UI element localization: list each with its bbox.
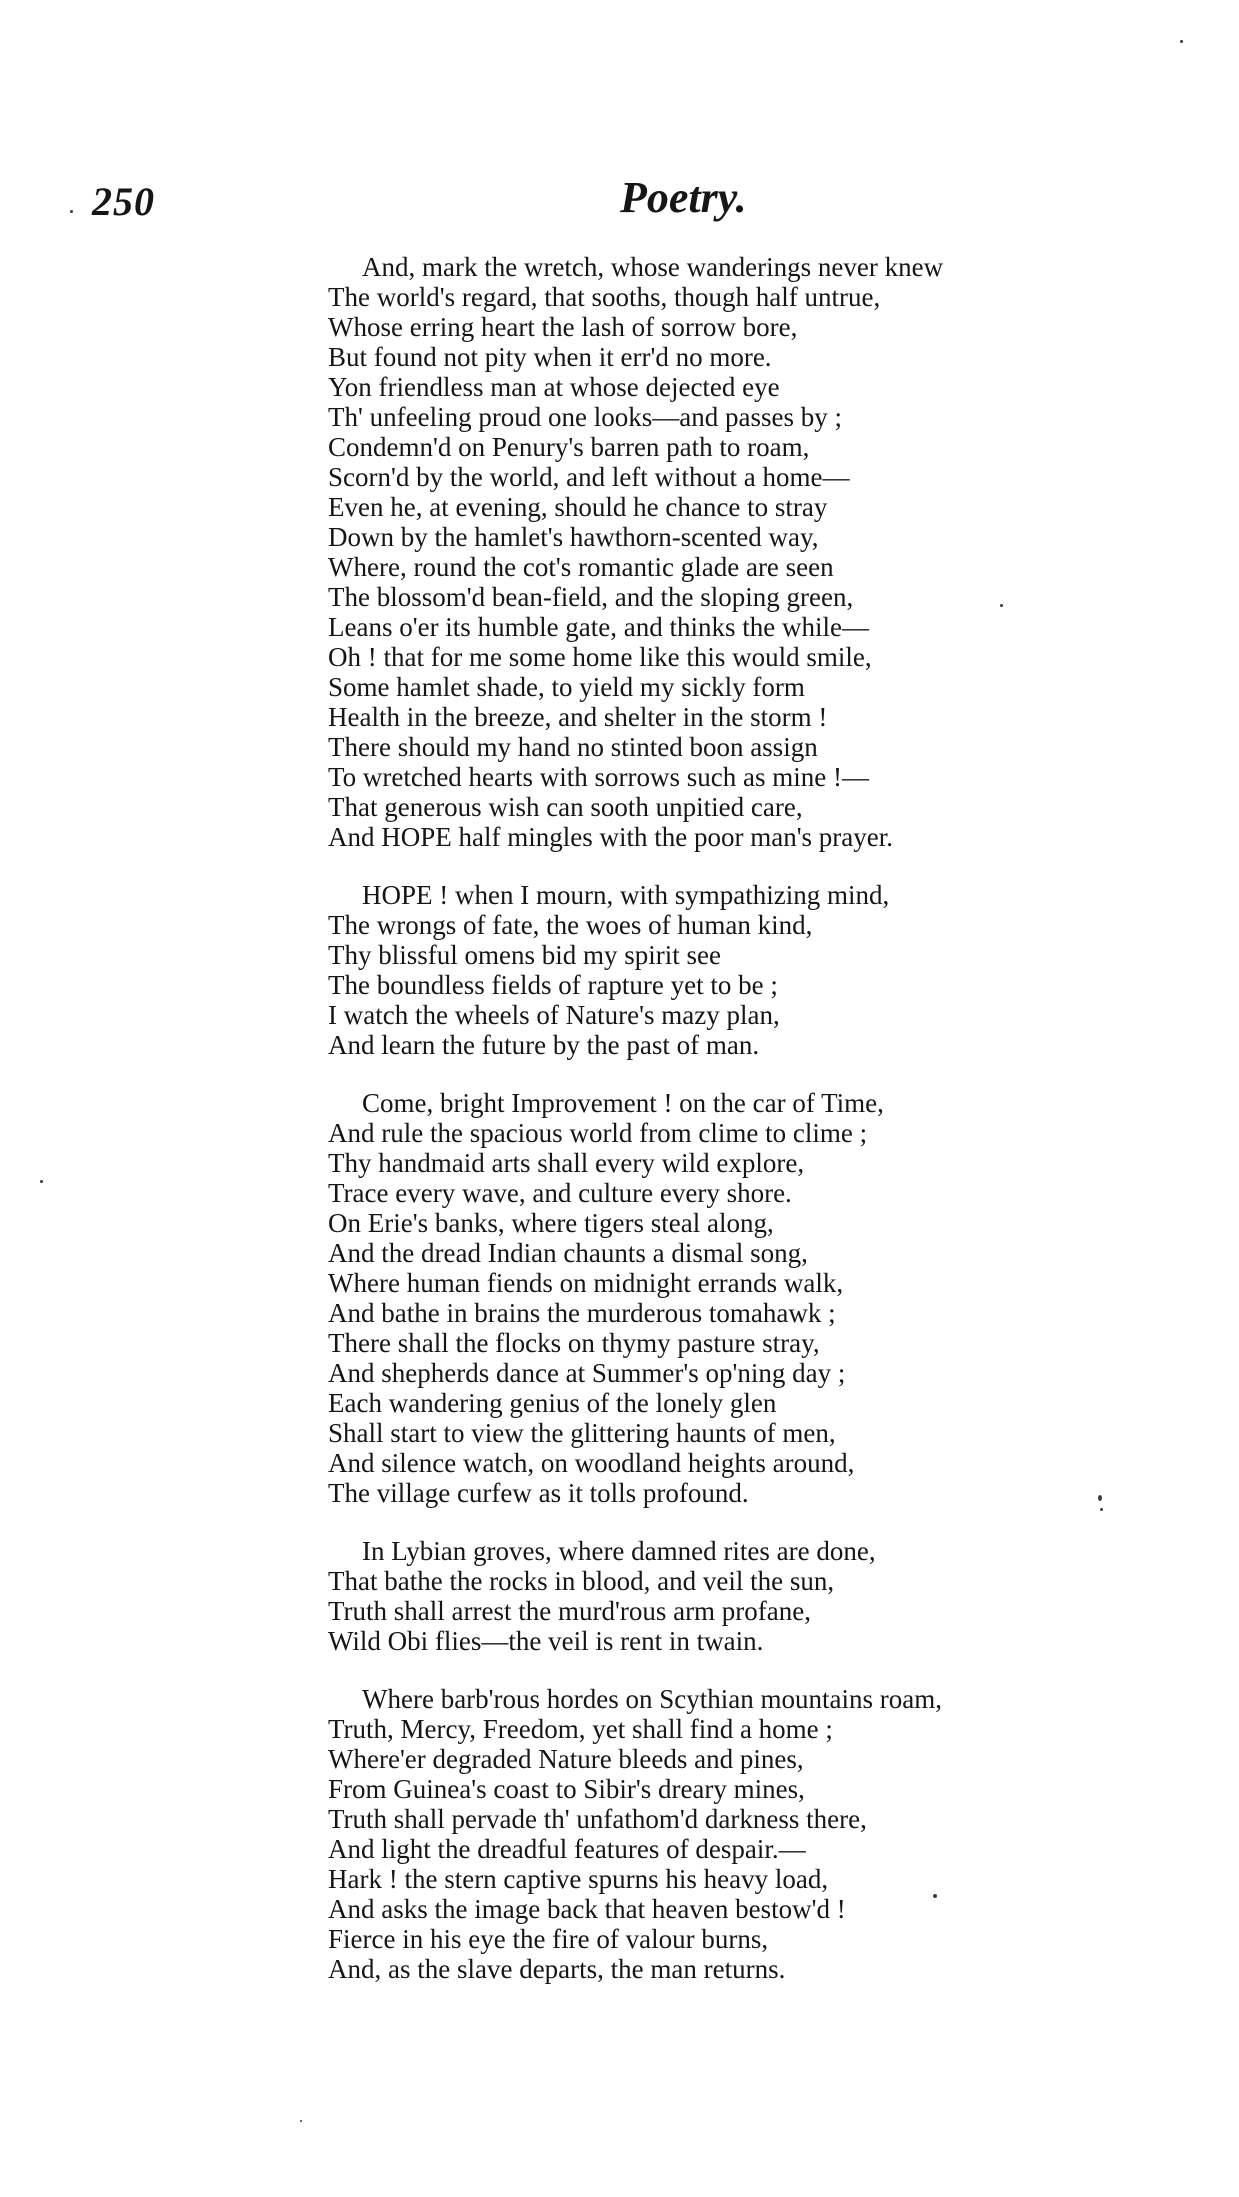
poem-line: And learn the future by the past of man. [328,1030,760,1060]
print-speck [1098,1495,1102,1501]
poem-line: And asks the image back that heaven bestow'd ! [328,1894,846,1924]
poem-line: Health in the breeze, and shelter in the storm ! [328,702,828,732]
poem-line: And HOPE half mingles with the poor man's prayer. [328,822,894,852]
poem-line: On Erie's banks, where tigers steal along, [328,1208,774,1238]
poem-line: Trace every wave, and culture every shore. [328,1178,792,1208]
poem-line: Where'er degraded Nature bleeds and pines, [328,1744,804,1774]
poem-line: Th' unfeeling proud one looks—and passes by ; [328,402,843,432]
poem-line: Leans o'er its humble gate, and thinks the while— [328,612,869,642]
running-title: Poetry. [620,173,747,222]
poem-line: The village curfew as it tolls profound. [328,1478,749,1508]
poem-line: Even he, at evening, should he chance to stray [328,492,828,522]
print-speck [1000,604,1003,607]
poem-line: Shall start to view the glittering haunts of men, [328,1418,836,1448]
poem-line: There should my hand no stinted boon assign [328,732,818,762]
poem-line: That bathe the rocks in blood, and veil the sun, [328,1566,835,1596]
poem-line: Each wandering genius of the lonely glen [328,1388,777,1418]
poem-line: The boundless fields of rapture yet to be ; [328,970,778,1000]
poem-line: Down by the hamlet's hawthorn-scented way, [328,522,819,552]
stanza-first-line: In Lybian groves, where damned rites are done, [362,1536,876,1566]
poem-line: Truth shall arrest the murd'rous arm profane, [328,1596,812,1626]
poem-line: To wretched hearts with sorrows such as mine !— [328,762,869,792]
poem-line: Some hamlet shade, to yield my sickly form [328,672,805,702]
print-speck [300,2120,302,2122]
poem-line: The wrongs of fate, the woes of human kind, [328,910,813,940]
poem-line: Truth shall pervade th' unfathom'd darkness there, [328,1804,867,1834]
print-speck [1180,40,1183,43]
poem-line: And light the dreadful features of despair.— [328,1834,806,1864]
stanza [328,880,1128,1060]
poem-line: From Guinea's coast to Sibir's dreary mines, [328,1774,805,1804]
poem-line: But found not pity when it err'd no more. [328,342,772,372]
print-speck [40,1180,43,1183]
poem-line: Thy blissful omens bid my spirit see [328,940,721,970]
stanza [328,1536,1128,1656]
poem-line: Whose erring heart the lash of sorrow bore, [328,312,798,342]
stanza [328,1684,1128,1984]
stanza-first-line: And, mark the wretch, whose wanderings never knew [362,252,944,282]
poem-line: There shall the flocks on thymy pasture stray, [328,1328,820,1358]
stanza [328,252,1128,852]
poem-line: Where, round the cot's romantic glade are seen [328,552,834,582]
poem-line: Scorn'd by the world, and left without a home— [328,462,850,492]
poem-body [328,252,1128,1984]
stanza-first-line: Come, bright Improvement ! on the car of Time, [362,1088,884,1118]
stanza [328,1088,1128,1508]
poem-line: And bathe in brains the murderous tomahawk ; [328,1298,836,1328]
poem-line: The blossom'd bean-field, and the sloping green, [328,582,854,612]
page-number: 250 [92,179,155,224]
poem-line: Yon friendless man at whose dejected eye [328,372,780,402]
poem-line: Condemn'd on Penury's barren path to roam, [328,432,810,462]
poem-line: And the dread Indian chaunts a dismal song, [328,1238,808,1268]
poem-line: And rule the spacious world from clime to clime ; [328,1118,868,1148]
poem-line: Wild Obi flies—the veil is rent in twain. [328,1626,764,1656]
poem-line: And, as the slave departs, the man returns. [328,1954,786,1984]
poem-line: Where human fiends on midnight errands walk, [328,1268,844,1298]
stanza-first-line: Where barb'rous hordes on Scythian mountains roam, [362,1684,942,1714]
poem-line: And shepherds dance at Summer's op'ning day ; [328,1358,846,1388]
poem-line: Hark ! the stern captive spurns his heavy load, [328,1864,829,1894]
print-speck [933,1894,937,1898]
poem-line: And silence watch, on woodland heights around, [328,1448,855,1478]
poem-line: I watch the wheels of Nature's mazy plan, [328,1000,780,1030]
stanza-first-line: HOPE ! when I mourn, with sympathizing mind, [362,880,890,910]
print-speck [1100,1508,1103,1511]
poem-line: Oh ! that for me some home like this would smile, [328,642,872,672]
print-speck [70,210,73,213]
poem-line: Fierce in his eye the fire of valour burns, [328,1924,769,1954]
poem-line: That generous wish can sooth unpitied care, [328,792,803,822]
poem-line: Truth, Mercy, Freedom, yet shall find a home ; [328,1714,833,1744]
poem-line: The world's regard, that sooths, though half untrue, [328,282,881,312]
poem-line: Thy handmaid arts shall every wild explore, [328,1148,805,1178]
